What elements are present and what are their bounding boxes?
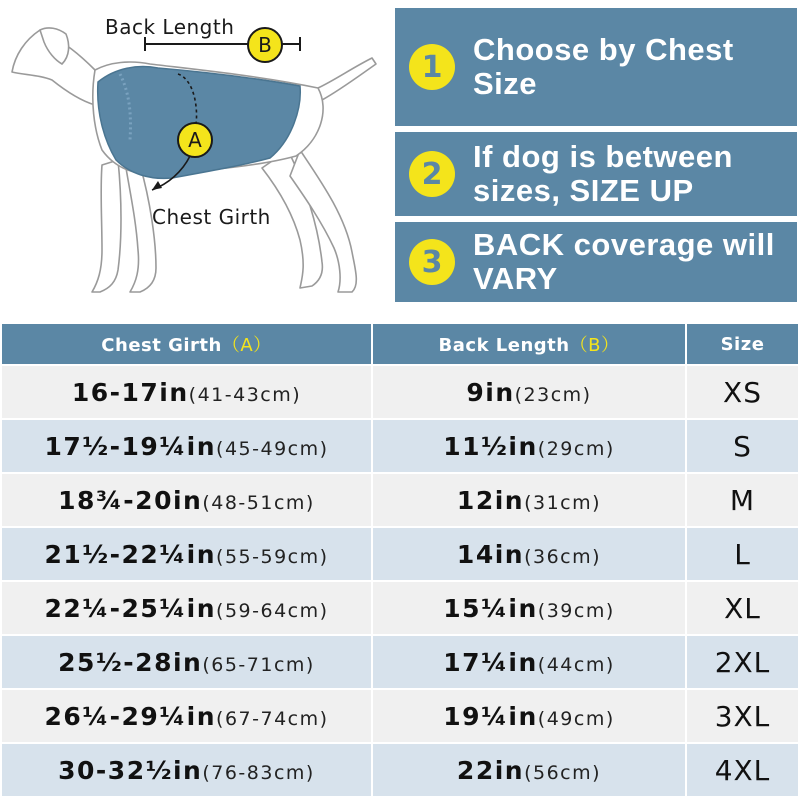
table-row — [2, 635, 798, 689]
back-cell — [372, 581, 686, 635]
size-cell — [686, 419, 798, 473]
back-cm: (39cm) — [537, 599, 615, 622]
back-cell — [372, 473, 686, 527]
tip-choose-by-chest — [395, 8, 797, 126]
chest-cm: (45-49cm) — [216, 437, 329, 460]
back-inches: 12in — [456, 485, 525, 515]
table-row — [2, 365, 798, 419]
table-row — [2, 419, 798, 473]
back-cm: (49cm) — [537, 707, 615, 730]
header-chest-marker: （A） — [221, 335, 272, 356]
chest-cm: (55-59cm) — [216, 545, 329, 568]
size-value: M — [729, 483, 756, 517]
size-value: 3XL — [714, 699, 771, 733]
chest-cm: (67-74cm) — [216, 707, 329, 730]
header-back-label: Back Length — [438, 335, 570, 356]
chest-cm: (59-64cm) — [216, 599, 329, 622]
back-cell — [372, 689, 686, 743]
size-value: XS — [723, 375, 762, 409]
chest-cell — [2, 581, 372, 635]
back-cm: (29cm) — [537, 437, 615, 460]
back-cell — [372, 419, 686, 473]
size-cell — [686, 473, 798, 527]
size-chart-table — [2, 324, 798, 798]
chest-inches: 26¼-29¼in — [44, 701, 217, 731]
size-value: XL — [724, 591, 761, 625]
tip-number-3: 3 — [409, 239, 455, 285]
size-value: L — [734, 537, 751, 571]
table-row — [2, 473, 798, 527]
table-header-row — [2, 324, 798, 365]
tip-text-2: If dog is between sizes, SIZE UP — [473, 139, 733, 208]
back-cm: (31cm) — [524, 491, 602, 514]
chest-cell — [2, 689, 372, 743]
tip-number-2: 2 — [409, 151, 455, 197]
header-chest-girth — [2, 324, 372, 365]
back-inches: 9in — [466, 377, 515, 407]
tip-back-coverage — [395, 222, 797, 302]
dog-measurement-diagram — [0, 0, 390, 310]
chest-inches: 21½-22¼in — [44, 539, 217, 569]
chest-inches: 22¼-25¼in — [44, 593, 217, 623]
chest-inches: 16-17in — [71, 377, 189, 407]
chest-inches: 30-32½in — [58, 755, 203, 785]
size-cell — [686, 689, 798, 743]
chest-inches: 25½-28in — [58, 647, 203, 677]
tip-number-1: 1 — [409, 44, 455, 90]
back-inches: 14in — [456, 539, 525, 569]
chest-girth-label: Chest Girth — [152, 205, 271, 229]
table-row — [2, 527, 798, 581]
size-value: 2XL — [714, 645, 771, 679]
back-length-label: Back Length — [105, 15, 235, 39]
back-cm: (23cm) — [514, 383, 592, 406]
size-value: 4XL — [714, 753, 771, 787]
header-size: Size — [686, 324, 798, 365]
table-row — [2, 689, 798, 743]
table-row — [2, 743, 798, 797]
table-row — [2, 581, 798, 635]
header-back-marker: （B） — [569, 335, 620, 356]
marker-a: A — [177, 122, 213, 158]
chest-inches: 18¾-20in — [58, 485, 203, 515]
back-cell — [372, 743, 686, 797]
size-cell — [686, 365, 798, 419]
chest-inches: 17½-19¼in — [44, 431, 217, 461]
size-cell — [686, 527, 798, 581]
back-inches: 11½in — [443, 431, 538, 461]
size-cell — [686, 581, 798, 635]
back-cell — [372, 635, 686, 689]
back-cell — [372, 365, 686, 419]
chest-cell — [2, 419, 372, 473]
chest-cell — [2, 365, 372, 419]
chest-cm: (76-83cm) — [202, 761, 315, 784]
tip-text-1: Choose by Chest Size — [473, 32, 734, 101]
chest-cell — [2, 473, 372, 527]
chest-cell — [2, 635, 372, 689]
size-cell — [686, 743, 798, 797]
back-inches: 22in — [456, 755, 525, 785]
chest-cm: (41-43cm) — [188, 383, 302, 406]
back-inches: 17¼in — [443, 647, 538, 677]
chest-cm: (65-71cm) — [202, 653, 315, 676]
back-inches: 19¼in — [443, 701, 538, 731]
back-cell — [372, 527, 686, 581]
header-back-length — [372, 324, 686, 365]
header-chest-label: Chest Girth — [101, 335, 222, 356]
back-cm: (44cm) — [537, 653, 615, 676]
chest-cell — [2, 743, 372, 797]
back-inches: 15¼in — [443, 593, 538, 623]
marker-b: B — [247, 27, 283, 63]
tip-text-3: BACK coverage will VARY — [473, 227, 775, 296]
size-cell — [686, 635, 798, 689]
tip-size-up — [395, 132, 797, 216]
back-cm: (56cm) — [524, 761, 602, 784]
chest-cm: (48-51cm) — [202, 491, 315, 514]
back-cm: (36cm) — [524, 545, 602, 568]
chest-cell — [2, 527, 372, 581]
size-value: S — [733, 429, 752, 463]
